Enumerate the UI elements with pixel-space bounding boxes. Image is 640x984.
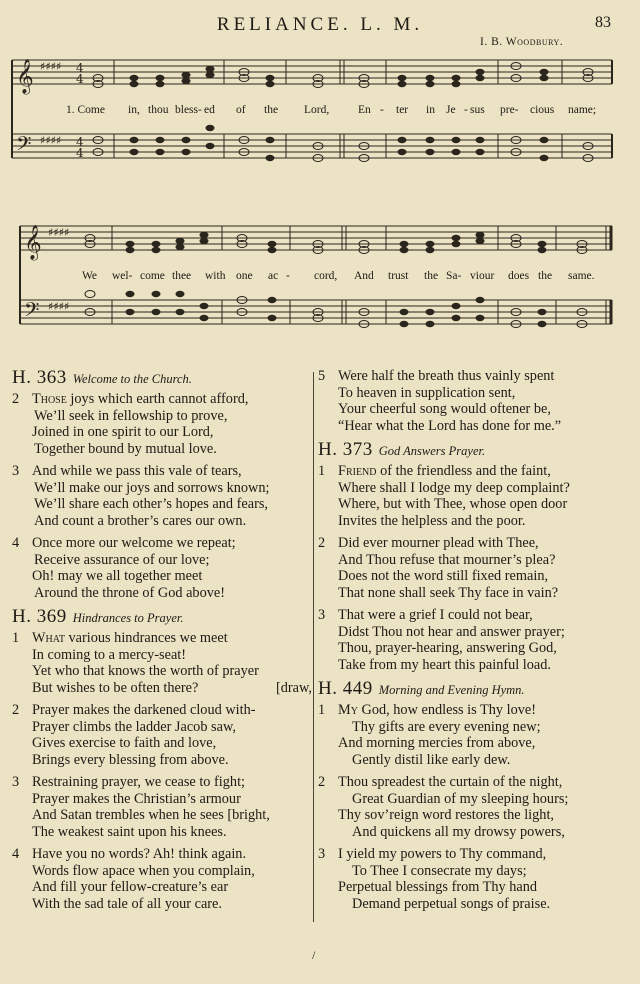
lyric-syllable: pre- (500, 104, 519, 116)
verse-line: Have you no words? Ah! think again. (32, 846, 247, 862)
verse-line: Does not the word still fixed remain, (338, 568, 549, 584)
footer-mark: / (312, 948, 316, 962)
verse-line: Great Guardian of my sleeping hours; (352, 790, 569, 807)
composer-credit: I. B. Woodbury. (480, 36, 564, 48)
verse-initial-word: What (32, 630, 65, 646)
verse-number: 3 (12, 774, 20, 790)
verse (12, 630, 312, 696)
lyric-syllable: same. (568, 270, 595, 282)
verse (12, 846, 312, 912)
verse-line: Brings every blessing from above. (32, 751, 229, 768)
lyric-syllable: one (236, 270, 253, 282)
verse-line: various hindrances we meet (64, 630, 228, 646)
verse (318, 535, 628, 601)
verse (318, 702, 628, 768)
verse-number: 2 (318, 535, 326, 551)
lyric-syllable: sus (470, 104, 485, 116)
verse-line: Prayer makes the Christian’s armour (32, 790, 241, 807)
verse-line: That none shall seek Thy face in vain? (338, 584, 559, 601)
verse-line: I yield my powers to Thy command, (338, 846, 547, 862)
verse-number: 2 (12, 391, 20, 407)
svg-text:♯♯♯♯: ♯♯♯♯ (48, 226, 70, 239)
verse-line: Words flow apace when you complain, (32, 862, 255, 879)
verse-line: Prayer climbs the ladder Jacob saw, (32, 718, 236, 735)
bass-clef-icon: 𝄢 (16, 132, 32, 160)
hymn-title: God Answers Prayer. (378, 444, 486, 458)
lyric-syllable: En (358, 104, 371, 116)
verse-line: Thou, prayer-hearing, answering God, (338, 640, 557, 656)
runover-word: [draw, (276, 679, 312, 696)
verse-line: Receive assurance of our love; (34, 551, 210, 568)
lyric-syllable: ter (396, 104, 409, 116)
verse-line: We’ll share each other’s hopes and fears, (34, 496, 268, 512)
verse-line: of the friendless and the faint, (376, 463, 551, 479)
verse (318, 463, 628, 529)
verse-line: To Thee I consecrate my days; (352, 862, 527, 879)
verse (12, 774, 312, 840)
hymn-title: Welcome to the Church. (72, 372, 192, 386)
hymn-number: H. 369 (12, 606, 67, 627)
lyric-syllable: - (286, 270, 290, 282)
lyric-syllable: of (236, 104, 246, 116)
verse-line: Restraining prayer, we cease to fight; (32, 774, 246, 790)
lyric-syllable: We (82, 270, 98, 282)
verse-number: 3 (12, 463, 20, 479)
tune-title: RELIANCE. L. M. (216, 14, 424, 35)
lyric-syllable: trust (388, 270, 409, 282)
verse-line: And fill your fellow-creature’s ear (32, 879, 229, 895)
verse-line: Did ever mourner plead with Thee, (338, 535, 539, 551)
lyric-syllable: the (424, 270, 439, 282)
lyric-syllable: cord, (314, 270, 338, 282)
verse (318, 846, 628, 912)
verse-number: 1 (318, 463, 326, 479)
verse-number: 3 (318, 846, 326, 862)
verse-number: 2 (318, 774, 326, 790)
verse-line: joys which earth cannot afford, (66, 391, 249, 407)
verse (318, 607, 628, 673)
lyric-syllable: ac (268, 270, 279, 282)
hymn-369 (12, 607, 312, 912)
column-divider (313, 372, 314, 922)
lyric-syllable: viour (470, 270, 495, 282)
lyric-syllable: - (380, 104, 384, 116)
hymn-373 (318, 440, 628, 673)
verse (12, 391, 312, 457)
lyric-syllable: with (205, 270, 226, 282)
lyric-syllable: And (354, 270, 374, 282)
verse-line: To heaven in supplication sent, (338, 384, 516, 401)
svg-text:♯♯♯♯: ♯♯♯♯ (40, 60, 62, 73)
lyrics-system-2 (0, 270, 640, 286)
verse-line: Joined in one spirit to our Lord, (32, 424, 214, 440)
lyric-syllable: Lord, (304, 104, 330, 116)
lyric-syllable: 1. Come (66, 104, 105, 116)
verse-line: God, how endless is Thy love! (357, 702, 536, 718)
verse-initial-word: Those (32, 391, 67, 407)
verse-number: 1 (318, 702, 326, 718)
lyric-syllable: does (508, 270, 530, 282)
verse-line: “Hear what the Lord has done for me.” (338, 417, 562, 434)
lyric-syllable: - (464, 104, 468, 116)
lyric-syllable: come (140, 270, 165, 282)
verse-line: Gives exercise to faith and love, (32, 735, 217, 751)
verse-line: Demand perpetual songs of praise. (352, 895, 551, 912)
verse-line: In coming to a mercy-seat! (32, 646, 187, 663)
verse-line: Where shall I lodge my deep complaint? (338, 479, 570, 496)
verse-line: Prayer makes the darkened cloud with- (32, 702, 256, 718)
verse-line: Once more our welcome we repeat; (32, 535, 236, 551)
lyric-syllable: in (426, 104, 435, 116)
lyrics-system-1 (0, 104, 640, 120)
verse-line: Take from my heart this painful load. (338, 656, 551, 673)
svg-text:4: 4 (76, 72, 84, 86)
verse-line: Thou spreadest the curtain of the night, (338, 774, 563, 790)
verse-line: Thy gifts are every evening new; (352, 718, 541, 735)
lyric-syllable: cious (530, 104, 555, 116)
verse-line: But wishes to be often there? (32, 679, 199, 696)
treble-clef-icon: 𝄞 (16, 59, 34, 94)
verse (12, 463, 312, 529)
verse-line: And count a brother’s cares our own. (34, 512, 247, 529)
verse-line: We’ll make our joys and sorrows known; (34, 479, 270, 496)
lyric-syllable: Sa- (446, 270, 462, 282)
verse (318, 368, 628, 434)
verse-line: And while we pass this vale of tears, (32, 463, 242, 479)
lyric-syllable: ed (204, 104, 215, 116)
verse (12, 535, 312, 601)
verse-line: The weakest saint upon his knees. (32, 823, 227, 840)
verse-number: 5 (318, 368, 326, 384)
lyric-syllable: the (538, 270, 553, 282)
lyric-syllable: the (264, 104, 279, 116)
verse (318, 774, 628, 840)
svg-text:4: 4 (76, 61, 84, 75)
verse-line: Where, but with Thee, whose open door (338, 496, 568, 512)
verse-line: Thy sov’reign word restores the light, (338, 807, 554, 823)
verse-line: Were half the breath thus vainly spent (338, 368, 555, 384)
bass-clef-icon: 𝄢 (24, 298, 40, 326)
verse-line: Your cheerful song would oftener be, (338, 401, 551, 417)
svg-text:♯♯♯♯: ♯♯♯♯ (48, 300, 70, 313)
verse-number: 4 (12, 535, 20, 551)
verse-line: And morning mercies from above, (338, 735, 536, 751)
verse-line: Gently distil like early dew. (352, 751, 511, 768)
lyric-syllable: thee (172, 270, 192, 282)
verse-line: Together bound by mutual love. (34, 440, 217, 457)
verse (12, 702, 312, 768)
verse-line: And Satan trembles when he sees [bright, (32, 807, 270, 823)
right-column (318, 368, 628, 918)
page-number: 83 (595, 14, 611, 31)
lyric-syllable: thou (148, 104, 169, 116)
treble-clef-icon: 𝄞 (24, 225, 42, 260)
lyric-syllable: in, (128, 104, 140, 116)
verse-line: Around the throne of God above! (34, 584, 225, 601)
verse-number: 2 (12, 702, 20, 718)
verse-line: Invites the helpless and the poor. (338, 512, 526, 529)
hymn-number: H. 373 (318, 439, 373, 460)
lyric-syllable: wel- (112, 270, 133, 282)
verse-line: And quickens all my drowsy powers, (352, 823, 565, 840)
verse-line: Oh! may we all together meet (32, 568, 203, 584)
svg-text:♯♯♯♯: ♯♯♯♯ (40, 134, 62, 147)
verse-number: 3 (318, 607, 326, 623)
left-column (12, 368, 312, 918)
verse-line: We’ll seek in fellowship to prove, (34, 407, 228, 424)
verse-number: 4 (12, 846, 20, 862)
hymn-449 (318, 679, 628, 912)
lyric-syllable: name; (568, 104, 597, 116)
hymn-number: H. 363 (12, 367, 67, 388)
verse-line: Didst Thou not hear and answer prayer; (338, 623, 565, 640)
verse-line: Yet who that knows the worth of prayer (32, 663, 259, 679)
verse-line: And Thou refuse that mourner’s plea? (338, 551, 556, 568)
hymn-363 (12, 368, 312, 601)
verse-line: With the sad tale of all your care. (32, 895, 222, 912)
verse-initial-word: My (338, 702, 358, 718)
svg-text:4: 4 (76, 135, 84, 149)
lyric-syllable: bless- (175, 104, 202, 116)
verse-initial-word: Friend (338, 463, 377, 479)
verse-number: 1 (12, 630, 20, 646)
verse-line: Perpetual blessings from Thy hand (338, 879, 538, 895)
verse-line: That were a grief I could not bear, (338, 607, 533, 623)
hymn-title: Morning and Evening Hymn. (378, 683, 525, 697)
lyric-syllable: Je (446, 104, 456, 116)
svg-text:4: 4 (76, 146, 84, 160)
hymn-number: H. 449 (318, 678, 373, 699)
hymn-title: Hindrances to Prayer. (72, 611, 184, 625)
